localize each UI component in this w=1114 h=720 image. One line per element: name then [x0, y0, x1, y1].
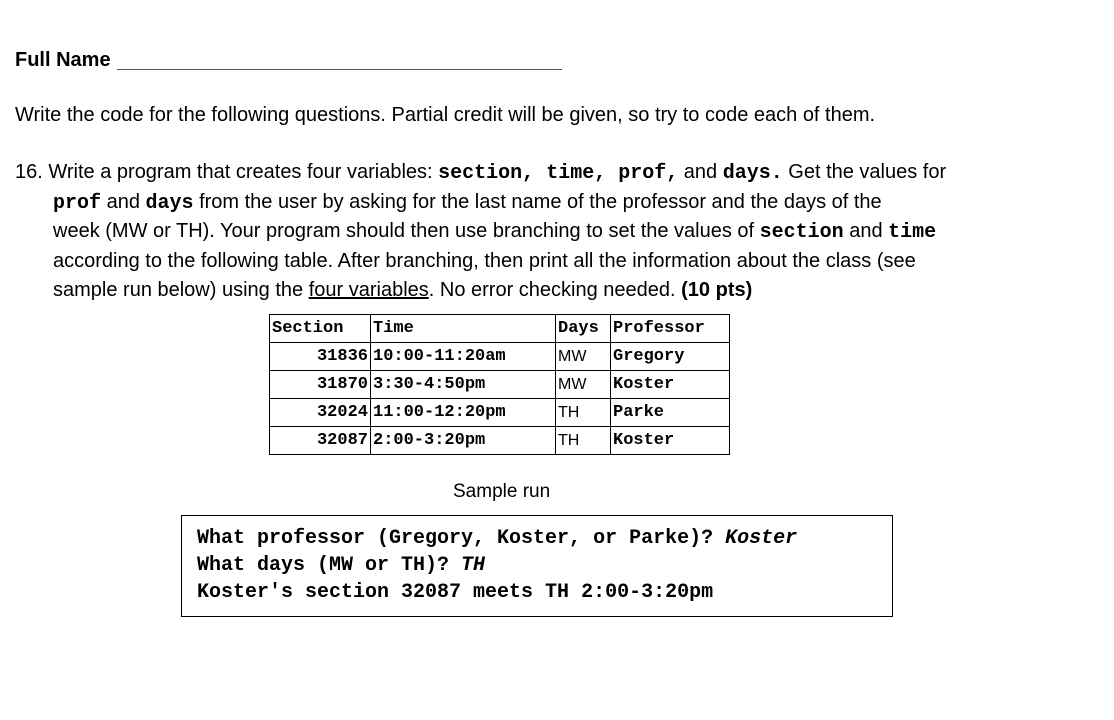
code-days: days: [145, 191, 194, 215]
full-name-label: Full Name: [15, 49, 111, 71]
sample-line-2: [197, 552, 892, 579]
cell-section: 31836: [270, 343, 371, 371]
cell-time: 11:00-12:20pm: [371, 399, 556, 427]
question-text: and: [678, 161, 723, 183]
sample-prompt: What professor (Gregory, Koster, or Parke)?: [197, 527, 726, 550]
code-days: days.: [722, 162, 783, 185]
cell-section: 31870: [270, 371, 371, 399]
cell-professor: Koster: [611, 427, 730, 455]
points-label: (10 pts): [681, 279, 753, 301]
question-number: 16.: [15, 161, 43, 183]
cell-professor: Gregory: [611, 343, 730, 371]
header-professor: Professor: [611, 315, 730, 343]
code-section: section: [759, 221, 844, 244]
full-name-row: [15, 48, 562, 72]
question-line-1: [15, 158, 1055, 188]
header-time: Time: [371, 315, 556, 343]
question-text: from the user by asking for the last name of the professor and the days of the: [193, 190, 882, 213]
sample-user-input: Koster: [725, 527, 798, 550]
cell-days: MW: [556, 343, 611, 371]
sample-user-input: TH: [461, 554, 486, 577]
question-text: sample run below) using the: [53, 279, 309, 301]
cell-days: TH: [556, 427, 611, 455]
cell-section: 32024: [270, 399, 371, 427]
cell-time: 2:00-3:20pm: [371, 427, 556, 455]
table-row: [270, 427, 730, 455]
sample-run-box: [181, 515, 893, 617]
question-text: and: [101, 190, 146, 213]
question-text: . No error checking needed.: [428, 279, 682, 301]
question-16: [15, 158, 1055, 306]
schedule-table: [269, 314, 730, 455]
cell-professor: Parke: [611, 399, 730, 427]
question-text: Write a program that creates four variables:: [42, 161, 439, 183]
cell-days: TH: [556, 399, 611, 427]
cell-time: 10:00-11:20am: [371, 343, 556, 371]
code-prof: prof: [53, 191, 102, 215]
question-line-5: [15, 276, 1055, 306]
question-line-4: [15, 247, 1055, 277]
header-days: Days: [556, 315, 611, 343]
table-row: [270, 371, 730, 399]
table-row: [270, 399, 730, 427]
question-line-3: [15, 217, 1055, 247]
question-text: according to the following table. After branching, then print all the information about the class (see: [53, 249, 916, 272]
question-line-2: [15, 188, 1055, 218]
sample-line-1: [197, 525, 892, 552]
sample-output: Koster's section 32087 meets TH 2:00-3:20pm: [197, 581, 714, 604]
code-variables: section, time, prof,: [438, 162, 679, 185]
sample-line-3: [197, 579, 892, 606]
question-text: week (MW or TH). Your program should then use branching to set the values of: [53, 220, 760, 242]
sample-prompt: What days (MW or TH)?: [197, 554, 462, 577]
table-header-row: [270, 315, 730, 343]
cell-professor: Koster: [611, 371, 730, 399]
cell-days: MW: [556, 371, 611, 399]
code-time: time: [888, 221, 937, 244]
question-text: and: [843, 220, 889, 242]
cell-time: 3:30-4:50pm: [371, 371, 556, 399]
cell-section: 32087: [270, 427, 371, 455]
underlined-four-variables: four variables: [308, 279, 429, 301]
question-text: Get the values for: [782, 161, 947, 183]
table-row: [270, 343, 730, 371]
full-name-blank-line: [117, 69, 562, 70]
header-section: Section: [270, 315, 371, 343]
sample-run-caption: Sample run: [453, 481, 551, 502]
instructions-text: Write the code for the following questions. Partial credit will be given, so try to code each of them.: [15, 104, 876, 126]
